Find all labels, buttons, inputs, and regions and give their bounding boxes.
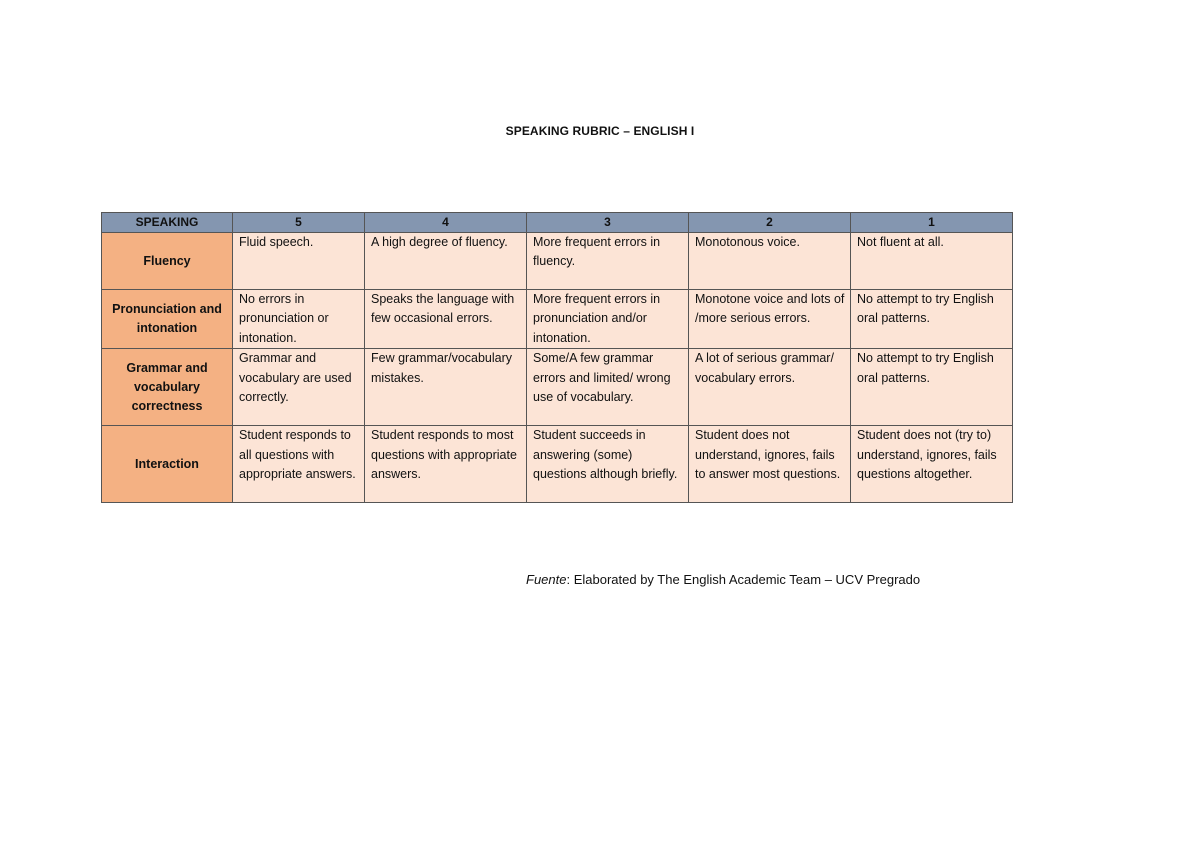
rubric-cell: Student does not (try to) understand, ignores, fails questions altogether. [851, 426, 1013, 503]
table-row [102, 349, 1013, 426]
header-score-4: 4 [365, 213, 527, 233]
rubric-cell: Fluid speech. [233, 233, 365, 290]
rubric-cell: Student succeeds in answering (some) questions although briefly. [527, 426, 689, 503]
criterion-interaction: Interaction [102, 426, 233, 503]
header-score-1: 1 [851, 213, 1013, 233]
rubric-cell: Student does not understand, ignores, fails to answer most questions. [689, 426, 851, 503]
table-row [102, 290, 1013, 349]
header-score-5: 5 [233, 213, 365, 233]
rubric-cell: Few grammar/vocabulary mistakes. [365, 349, 527, 426]
rubric-cell: Speaks the language with few occasional errors. [365, 290, 527, 349]
rubric-cell: Grammar and vocabulary are used correctly. [233, 349, 365, 426]
table-header-row [102, 213, 1013, 233]
rubric-cell: No errors in pronunciation or intonation. [233, 290, 365, 349]
rubric-cell: A lot of serious grammar/ vocabulary errors. [689, 349, 851, 426]
rubric-cell: Monotone voice and lots of /more serious errors. [689, 290, 851, 349]
criterion-fluency: Fluency [102, 233, 233, 290]
source-note [526, 572, 920, 587]
header-criterion: SPEAKING [102, 213, 233, 233]
rubric-cell: Not fluent at all. [851, 233, 1013, 290]
rubric-cell: No attempt to try English oral patterns. [851, 349, 1013, 426]
criterion-grammar: Grammar and vocabulary correctness [102, 349, 233, 426]
header-score-2: 2 [689, 213, 851, 233]
rubric-cell: No attempt to try English oral patterns. [851, 290, 1013, 349]
source-label: Fuente [526, 572, 567, 587]
rubric-cell: Student responds to all questions with appropriate answers. [233, 426, 365, 503]
rubric-cell: A high degree of fluency. [365, 233, 527, 290]
rubric-cell: More frequent errors in fluency. [527, 233, 689, 290]
source-text: : Elaborated by The English Academic Team – UCV Pregrado [566, 572, 921, 587]
document-title: SPEAKING RUBRIC – ENGLISH I [505, 124, 695, 138]
rubric-cell: Some/A few grammar errors and limited/ wrong use of vocabulary. [527, 349, 689, 426]
table-row [102, 233, 1013, 290]
table-row [102, 426, 1013, 503]
speaking-rubric-table [101, 212, 1013, 503]
rubric-cell: Student responds to most questions with appropriate answers. [365, 426, 527, 503]
criterion-pronunciation: Pronunciation and intonation [102, 290, 233, 349]
rubric-cell: Monotonous voice. [689, 233, 851, 290]
rubric-cell: More frequent errors in pronunciation and/or intonation. [527, 290, 689, 349]
header-score-3: 3 [527, 213, 689, 233]
